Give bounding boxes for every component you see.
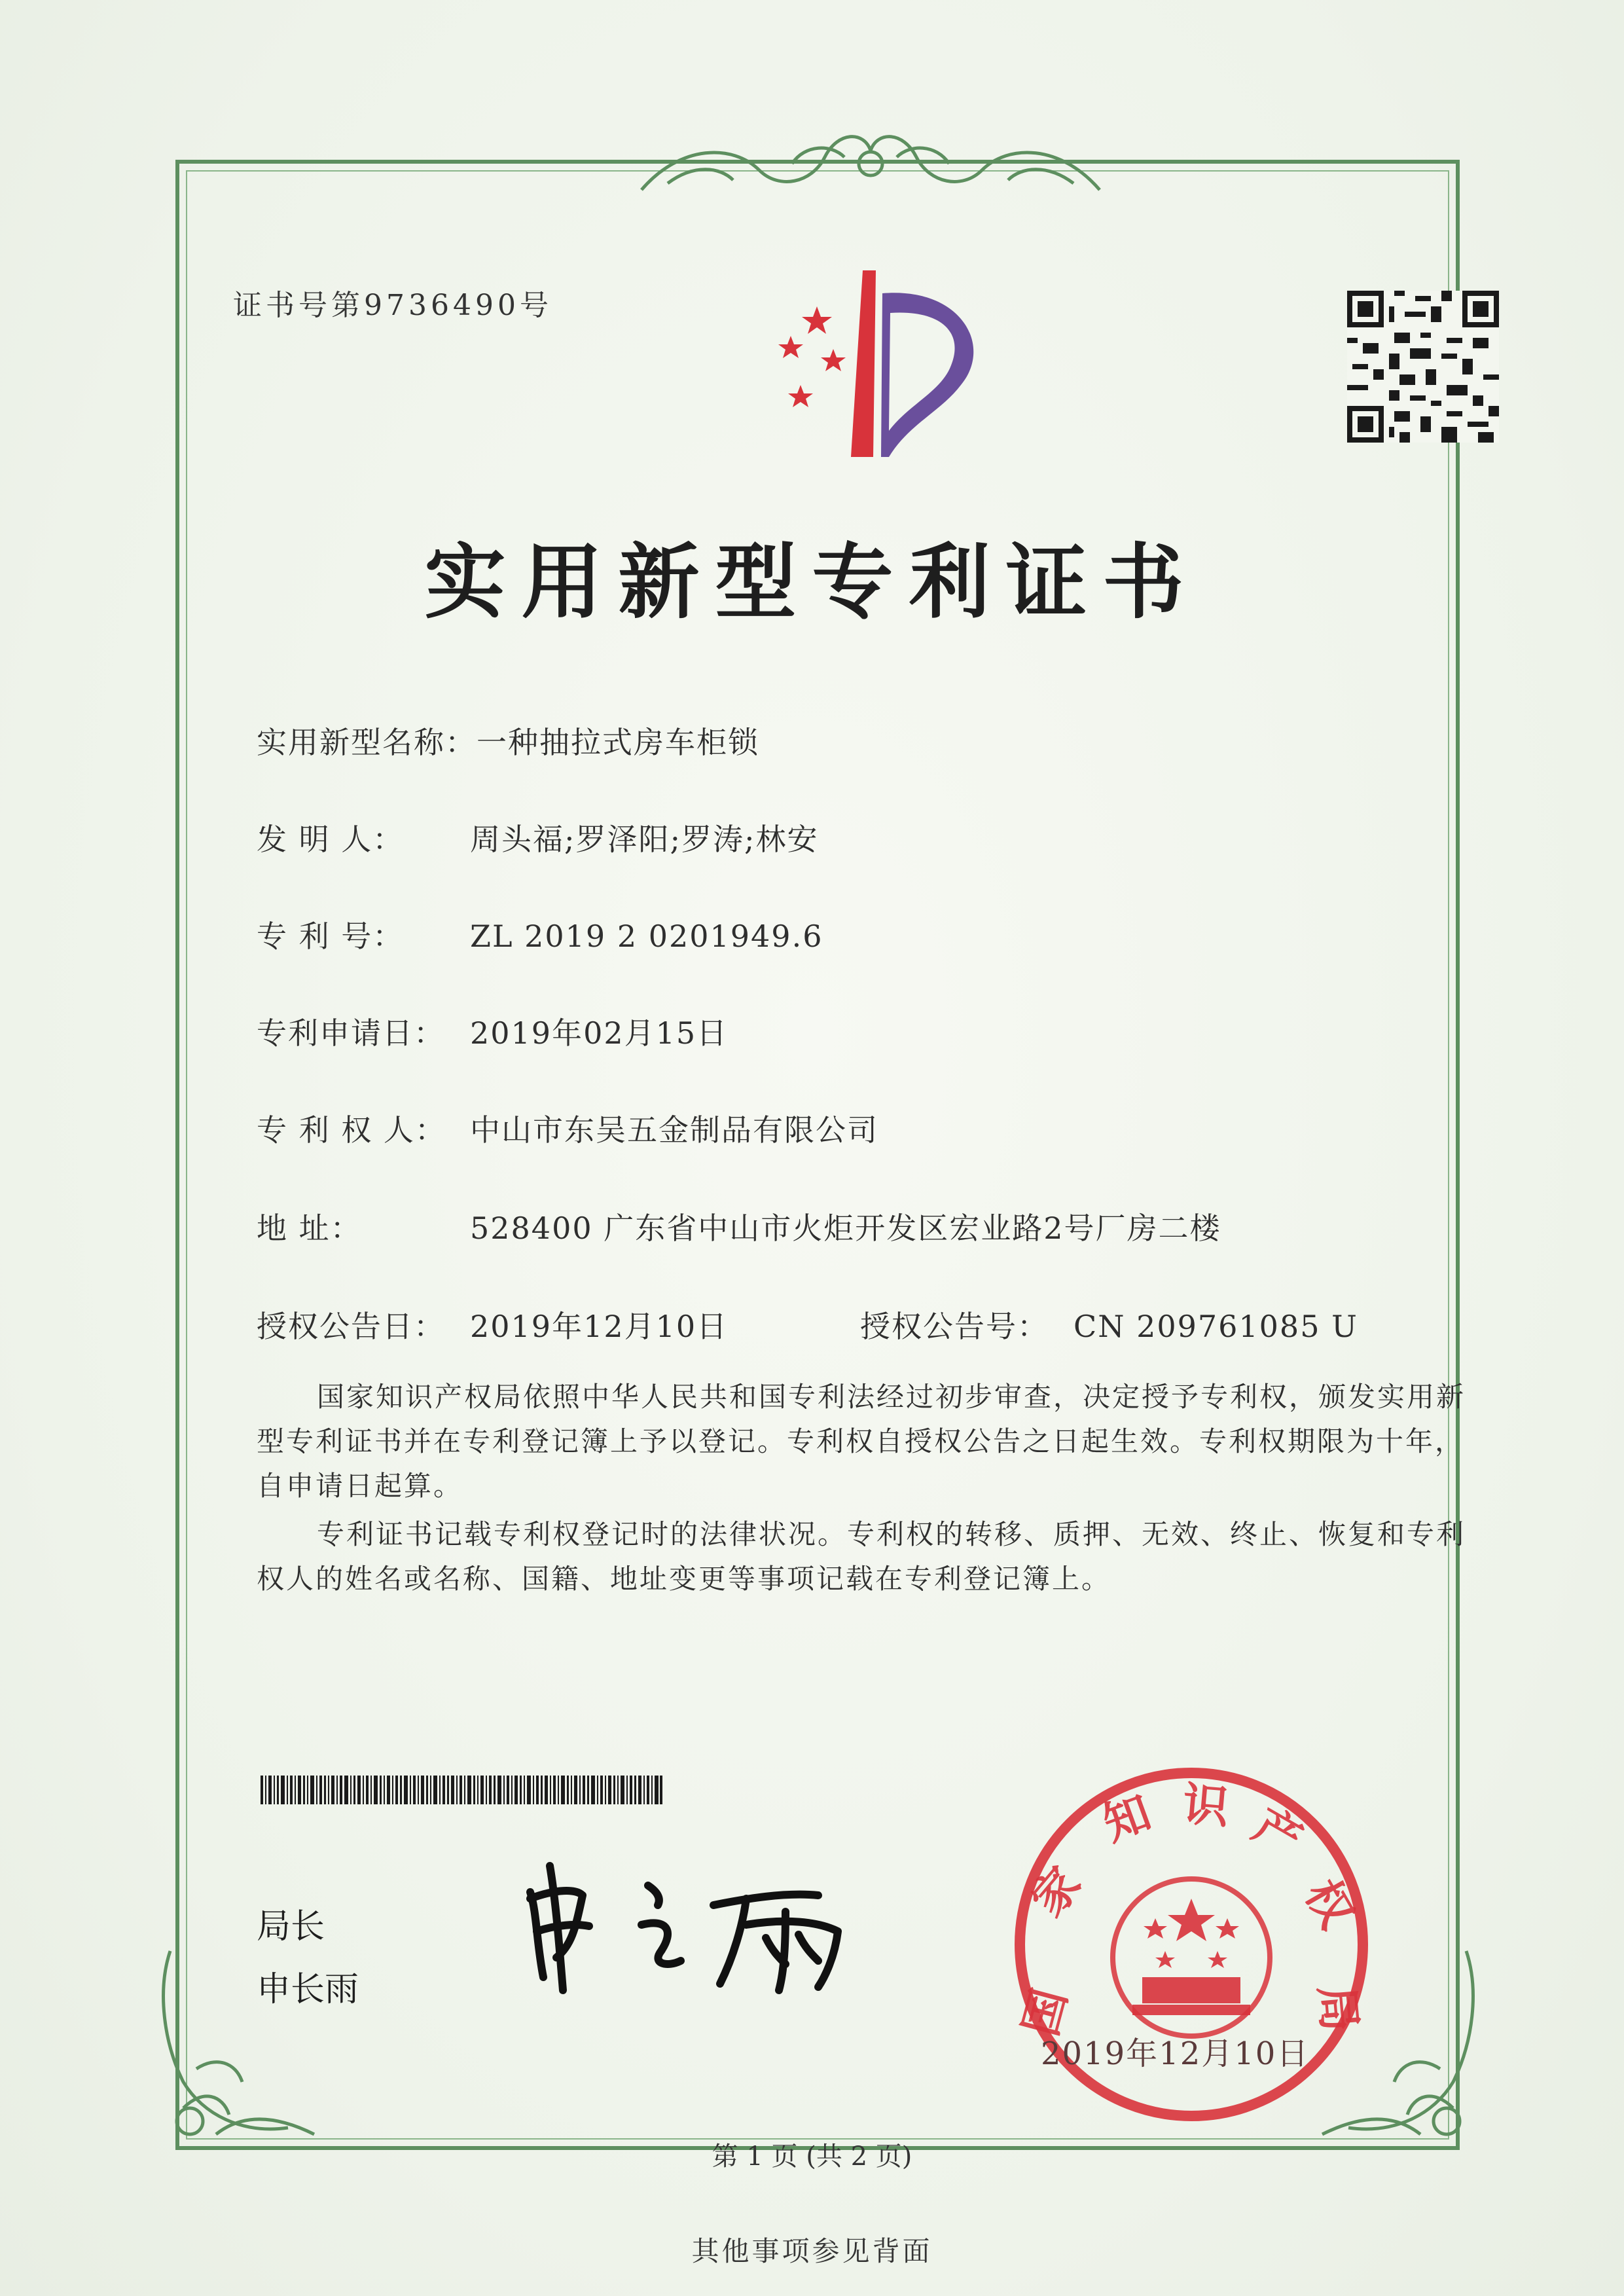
director-title: 局长 [257,1907,325,1946]
field-address [257,1205,1221,1248]
field-value: 2019年02月15日 [470,1015,729,1051]
svg-text:权: 权 [1294,1870,1365,1937]
seal-date: 2019年12月10日 [1041,2035,1310,2072]
field-value: 528400 广东省中山市火炬开发区宏业路2号厂房二楼 [470,1211,1221,1246]
field-label: 专利申请日： [257,1015,445,1051]
body-paragraph-1: 国家知识产权局依照中华人民共和国专利法经过初步审查，决定授予专利权，颁发实用新型专利证书并在专利登记簿上予以登记。专利权自授权公告之日起生效。专利权期限为十年，自申请日起算。 [257,1381,1466,1502]
field-label: 实用新型名称： [257,725,477,760]
field-value: ZL 2019 2 0201949.6 [470,919,823,954]
field-patentee [257,1106,878,1150]
svg-text:局: 局 [1309,1983,1367,2034]
field-filing-date [257,1010,728,1053]
director-name: 申长雨 [257,1970,359,2009]
certificate-title: 实用新型专利证书 [424,535,1200,630]
field-label: 发 明 人： [257,822,405,857]
body-paragraph-2: 专利证书记载专利权登记时的法律状况。专利权的转移、质押、无效、终止、恢复和专利权人的姓名或名称、国籍、地址变更等事项记载在专利登记簿上。 [257,1518,1466,1595]
field-grant-number [860,1303,1358,1346]
top-ornament-icon [628,118,1113,203]
svg-text:家: 家 [1020,1856,1092,1927]
field-label: 专 利 号： [257,919,405,954]
barcode-icon [261,1776,662,1804]
field-value: CN 209761085 U [1074,1309,1358,1344]
field-grant-date [257,1303,728,1346]
page-number: 第 1 页 (共 2 页) [712,2141,912,2172]
field-value: 中山市东吴五金制品有限公司 [470,1112,878,1148]
certificate-number: 证书号第9736490号 [233,289,552,322]
field-inventor [257,816,819,859]
field-label: 授权公告日： [257,1309,445,1344]
field-label: 专 利 权 人： [257,1112,446,1148]
patent-office-logo-icon [745,267,994,464]
field-value: 一种抽拉式房车柜锁 [477,725,759,760]
field-patent-number [257,913,823,956]
svg-text:知: 知 [1096,1785,1158,1851]
qr-code-icon [1347,291,1499,443]
svg-text:国: 国 [1013,1983,1077,2042]
field-label: 地 址： [257,1211,362,1246]
footer-note: 其他事项参见背面 [691,2235,933,2267]
field-name [257,719,759,762]
field-value: 2019年12月10日 [470,1309,729,1344]
field-value: 周头福;罗泽阳;罗涛;林安 [470,822,819,857]
field-label: 授权公告号： [860,1309,1049,1344]
svg-text:识: 识 [1180,1776,1231,1834]
svg-text:产: 产 [1244,1797,1312,1868]
signature-icon [511,1853,877,1997]
